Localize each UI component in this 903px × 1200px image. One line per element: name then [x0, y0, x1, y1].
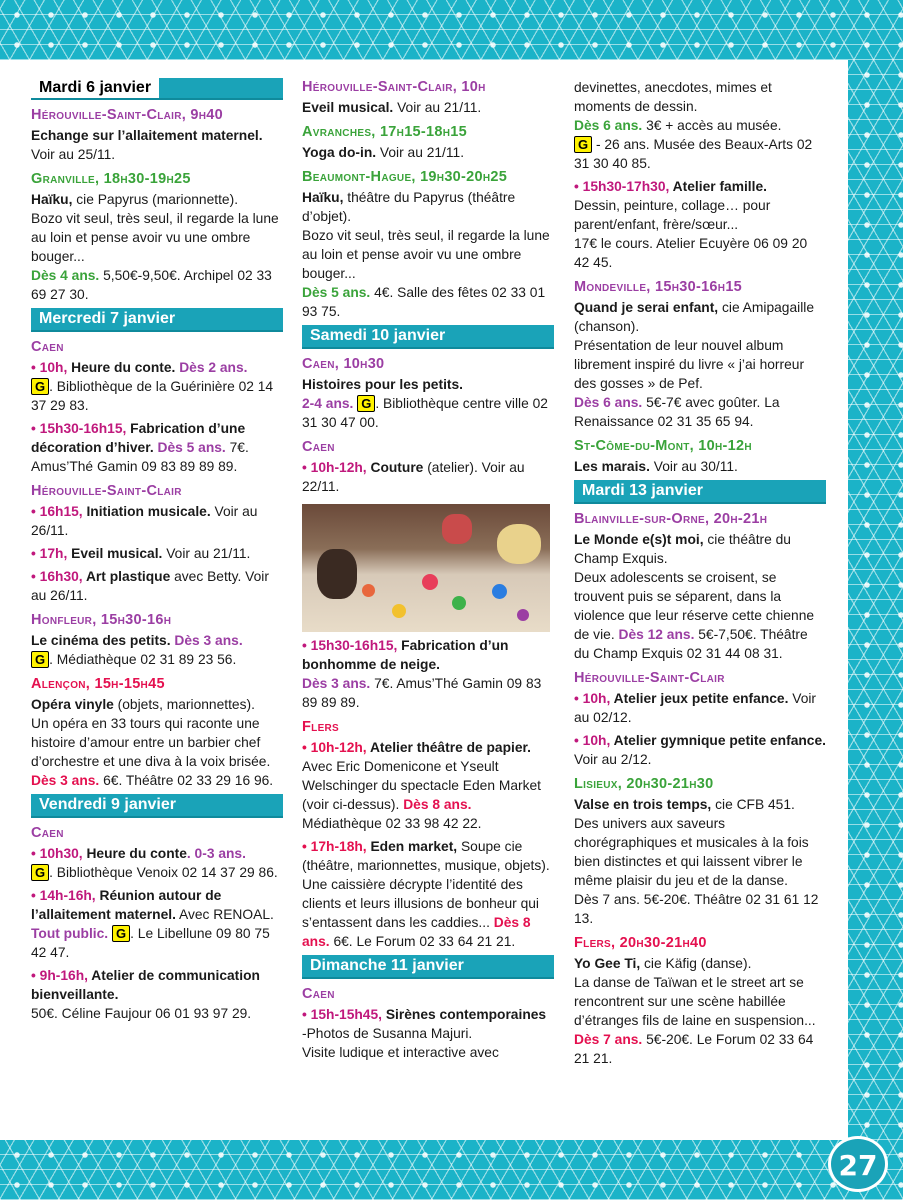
- event-entry: • 10h, Heure du conte. Dès 2 ans. G . Bibliothèque de la Guérinière 02 14 37 29 83.: [31, 360, 274, 413]
- column-1: [31, 78, 283, 1027]
- event-location: Beaumont-Hague, 19h30-20h25: [302, 169, 508, 185]
- event-entry: • 17h-18h, Eden market, Soupe cie (théâtre, marionnettes, musique, objets). Une caissière décrypte l’identité des clients et leurs illusions de bonheur qui s’entassent dans les caddies... Dès 8 ans. 6€. Le Forum 02 33 64 21 21.: [302, 839, 550, 949]
- event-entry: Yo Gee Ti, cie Käfig (danse). La danse de Taïwan et le street art se rencontrent sur une scène habillée d’étranges fils de laine en suspension... Dès 7 ans. 5€-20€. Le Forum 02 33 64 21 21.: [574, 956, 816, 1066]
- event-entry: • 15h30-16h15, Fabrication d’un bonhomme de neige. Dès 3 ans. 7€. Amus’Thé Gamin 09 83 89 89 89.: [302, 638, 542, 710]
- event-entry: • 10h-12h, Couture (atelier). Voir au 22/11.: [302, 460, 525, 494]
- event-entry: • 10h-12h, Atelier théâtre de papier. Avec Eric Domenicone et Yseult Welschinger du spectacle Eden Market (voir ci-dessus). Dès 8 ans. Médiathèque 02 33 98 42 22.: [302, 740, 542, 831]
- event-location: Alençon, 15h-15h45: [31, 676, 165, 692]
- event-location: Mondeville, 15h30-16h15: [574, 279, 743, 295]
- event-location: Caen: [31, 339, 64, 355]
- event-location: Hérouville-Saint-Clair: [574, 670, 725, 686]
- event-entry: • 14h-16h, Réunion autour de l’allaitement maternel. Avec RENOAL. Tout public. G . Le Libellune 09 80 75 42 47.: [31, 888, 274, 960]
- event-entry: • 10h30, Heure du conte. 0-3 ans. G . Bibliothèque Venoix 02 14 37 29 86.: [31, 846, 278, 880]
- free-g-icon: G: [31, 864, 49, 881]
- event-entry: • 17h, Eveil musical. Voir au 21/11.: [31, 546, 251, 561]
- free-g-icon: G: [357, 395, 375, 412]
- event-location: Caen: [302, 439, 335, 455]
- page-number: 27: [828, 1136, 888, 1192]
- event-location: Hérouville-Saint-Clair, 10h: [302, 79, 486, 95]
- event-location: Hérouville-Saint-Clair: [31, 483, 182, 499]
- day-header: Samedi 10 janvier: [302, 325, 554, 349]
- event-entry: Les marais. Voir au 30/11.: [574, 459, 738, 474]
- event-entry: Haïku, théâtre du Papyrus (théâtre d’objet). Bozo vit seul, très seul, il regarde la lune au loin et pense avoir vu une ombre bouger... Dès 5 ans. 4€. Salle des fêtes 02 33 01 93 75.: [302, 190, 550, 319]
- event-entry: Le Monde e(s)t moi, cie théâtre du Champ Exquis. Deux adolescents se croisent, se trouvent puis se séparent, dans la violence que leur réserve cette chienne de vie. Dès 12 ans. 5€-7,50€. Théâtre du Champ Exquis 02 31 44 08 31.: [574, 532, 815, 661]
- event-entry: Yoga do-in. Voir au 21/11.: [302, 145, 465, 160]
- day-header: Vendredi 9 janvier: [31, 794, 283, 818]
- column-2: [302, 78, 554, 1066]
- event-entry: Le cinéma des petits. Dès 3 ans. G . Médiathèque 02 31 89 23 56.: [31, 633, 243, 667]
- event-location: Caen: [302, 986, 335, 1002]
- event-entry: • 16h15, Initiation musicale. Voir au 26/11.: [31, 504, 258, 538]
- workshop-photo: [302, 504, 550, 632]
- event-location: Blainville-sur-Orne, 20h-21h: [574, 511, 768, 527]
- event-location: Granville, 18h30-19h25: [31, 171, 191, 187]
- event-entry: • 10h, Atelier gymnique petite enfance. Voir au 2/12.: [574, 733, 826, 767]
- event-entry: • 15h-15h45, Sirènes contemporaines -Photos de Susanna Majuri. Visite ludique et interactive avec: [302, 1007, 547, 1060]
- event-entry: • 16h30, Art plastique avec Betty. Voir au 26/11.: [31, 569, 269, 603]
- event-entry: Opéra vinyle (objets, marionnettes). Un opéra en 33 tours qui raconte une histoire d’amour entre un barbier chef d’orchestre et une diva à la voix brisée. Dès 3 ans. 6€. Théâtre 02 33 29 16 96.: [31, 697, 274, 788]
- free-g-icon: G: [112, 925, 130, 942]
- event-entry: Haïku, cie Papyrus (marionnette). Bozo vit seul, très seul, il regarde la lune au loin et pense avoir vu une ombre bouger... Dès 4 ans. 5,50€-9,50€. Archipel 02 33 69 27 30.: [31, 192, 279, 302]
- event-entry: • 10h, Atelier jeux petite enfance. Voir au 02/12.: [574, 691, 817, 725]
- event-entry: Quand je serai enfant, cie Amipagaille (chanson). Présentation de leur nouvel album librement inspiré du livre « j’ai horreur des gosses » de Pef. Dès 6 ans. 5€-7€ avec goûter. La Renaissance 02 31 35 65 94.: [574, 300, 815, 429]
- event-location: Flers: [302, 719, 340, 735]
- event-entry: Eveil musical. Voir au 21/11.: [302, 100, 482, 115]
- event-location: Hérouville-Saint-Clair, 9h40: [31, 107, 224, 123]
- agenda-page: [0, 60, 848, 1140]
- event-entry: • 15h30-16h15, Fabrication d’une décoration d’hiver. Dès 5 ans. 7€. Amus’Thé Gamin 09 83 89 89 89.: [31, 421, 249, 474]
- day-header: Dimanche 11 janvier: [302, 955, 554, 979]
- event-entry: Histoires pour les petits. 2-4 ans. G . Bibliothèque centre ville 02 31 30 47 00.: [302, 377, 548, 430]
- event-location: Flers, 20h30-21h40: [574, 935, 707, 951]
- event-entry: • 15h30-17h30, Atelier famille. Dessin, peinture, collage… pour parent/enfant, frère/sœur... 17€ le cours. Atelier Ecuyère 06 09 20 42 45.: [574, 179, 808, 270]
- event-entry: Valse en trois temps, cie CFB 451. Des univers aux saveurs chorégraphiques et musicales à la fois bien distinctes et qui laissent vibrer le même plaisir du jeu et de la danse. Dès 7 ans. 5€-20€. Théâtre 02 31 61 12 13.: [574, 797, 819, 926]
- day-header: Mardi 6 janvier: [31, 78, 283, 100]
- event-entry: devinettes, anecdotes, mimes et moments de dessin. Dès 6 ans. 3€ + accès au musée. G - 26 ans. Musée des Beaux-Arts 02 31 30 40 85.: [574, 80, 813, 171]
- event-location: Honfleur, 15h30-16h: [31, 612, 172, 628]
- day-header: Mardi 13 janvier: [574, 480, 826, 504]
- column-3: [574, 78, 826, 1072]
- event-location: Caen, 10h30: [302, 356, 385, 372]
- event-location: Avranches, 17h15-18h15: [302, 124, 468, 140]
- event-location: St-Côme-du-Mont, 10h-12h: [574, 438, 752, 454]
- event-location: Caen: [31, 825, 64, 841]
- day-header: Mercredi 7 janvier: [31, 308, 283, 332]
- free-g-icon: G: [31, 651, 49, 668]
- free-g-icon: G: [574, 136, 592, 153]
- event-location: Lisieux, 20h30-21h30: [574, 776, 714, 792]
- event-entry: Echange sur l’allaitement maternel. Voir au 25/11.: [31, 128, 263, 162]
- event-entry: • 9h-16h, Atelier de communication bienveillante. 50€. Céline Faujour 06 01 93 97 29.: [31, 968, 260, 1021]
- free-g-icon: G: [31, 378, 49, 395]
